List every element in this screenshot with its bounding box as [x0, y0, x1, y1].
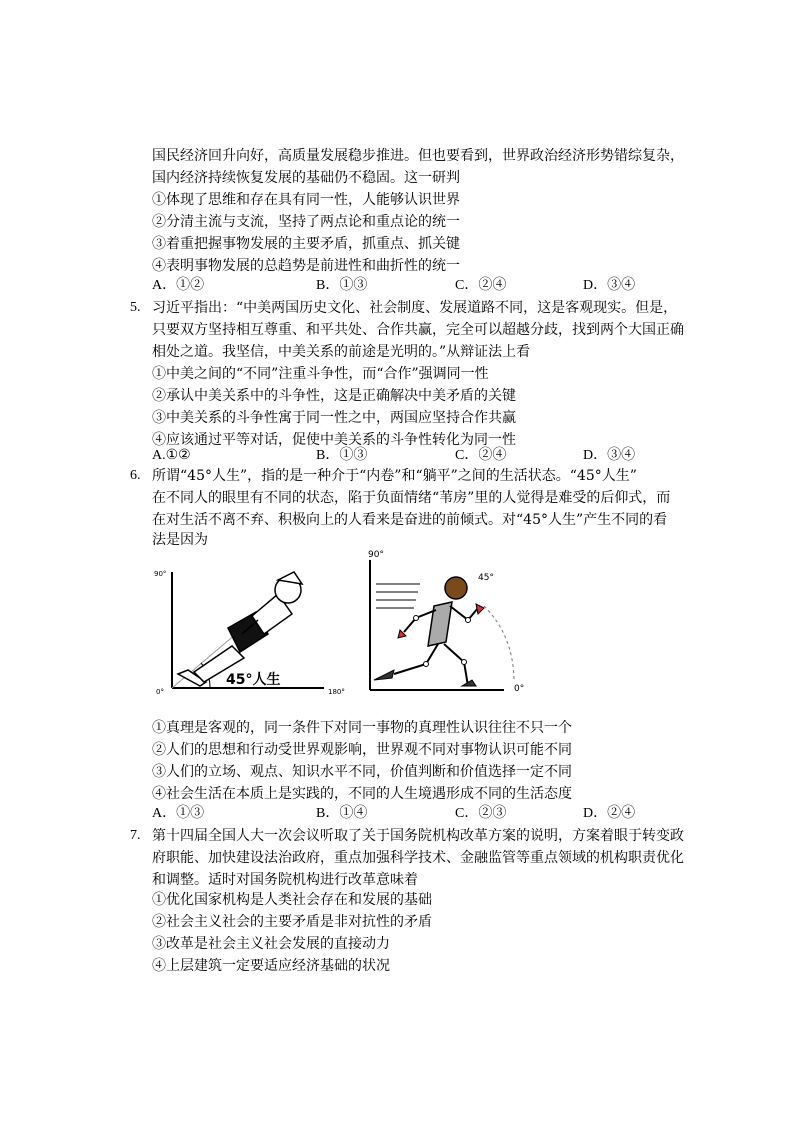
figure-45-life-lean-back	[152, 562, 350, 700]
q7-line-3: 和调整。适时对国务院机构进行改革意味着	[152, 872, 418, 888]
q5-line-1: 习近平指出：“中美两国历史文化、社会制度、发展道路不同，这是客观现实。但是，	[152, 300, 678, 316]
q5-number: 5.	[130, 300, 141, 315]
q7-item-4: ④上层建筑一定要适应经济基础的状况	[152, 958, 390, 974]
q4-option-b: B．①③	[316, 278, 368, 293]
q6-number: 6.	[130, 468, 141, 483]
q4-item-2: ②分清主流与支流，坚持了两点论和重点论的统一	[152, 214, 460, 230]
q5-item-1: ①中美之间的“不同”注重斗争性，而“合作”强调同一性	[152, 366, 489, 382]
q6-option-d: D．②④	[583, 806, 636, 821]
q4-item-4: ④表明事物发展的总趋势是前进性和曲折性的统一	[152, 258, 460, 274]
q7-number: 7.	[130, 828, 141, 843]
q7-item-2: ②社会主义社会的主要矛盾是非对抗性的矛盾	[152, 914, 432, 930]
q6-option-b: B．①④	[316, 806, 368, 821]
q6-option-c: C．②③	[455, 806, 507, 821]
q7-line-1: 第十四届全国人大一次会议听取了关于国务院机构改革方案的说明，方案着眼于转变政	[152, 828, 684, 844]
fig-left-axis-origin: 0°	[156, 688, 164, 696]
q5-line-2: 只要双方坚持相互尊重、和平共处、合作共赢，完全可以超越分歧，找到两个大国正确	[152, 322, 684, 338]
q5-option-a: A.①②	[152, 448, 191, 463]
q6-item-1: ①真理是客观的，同一条件下对同一事物的真理性认识往往不只一个	[152, 720, 572, 736]
q6-line-3: 在对生活不离不弃、积极向上的人看来是奋进的前倾式。对“45°人生”产生不同的看	[152, 512, 668, 528]
q5-item-3: ③中美关系的斗争性寓于同一性之中，两国应坚持合作共赢	[152, 410, 516, 426]
q4-option-a: A．①②	[152, 278, 205, 293]
fig-left-axis-top: 90°	[154, 570, 167, 578]
q4-option-d: D．③④	[583, 278, 636, 293]
q6-item-3: ③人们的立场、观点、知识水平不同，价值判断和价值选择一定不同	[152, 764, 572, 780]
q5-line-3: 相处之道。我坚信，中美关系的前途是光明的。”从辩证法上看	[152, 344, 531, 360]
q5-option-b: B．①③	[316, 448, 368, 463]
q6-item-2: ②人们的思想和行动受世界观影响，世界观不同对事物认识可能不同	[152, 742, 572, 758]
q5-item-2: ②承认中美关系中的斗争性，这是正确解决中美矛盾的关键	[152, 388, 516, 404]
q4-line-2: 国内经济持续恢复发展的基础仍不稳固。这一研判	[152, 170, 460, 186]
fig-left-axis-right: 180°	[328, 688, 345, 696]
q4-line-1: 国民经济回升向好，高质量发展稳步推进。但也要看到，世界政治经济形势错综复杂，	[152, 148, 684, 164]
q5-option-d: D．③④	[583, 448, 636, 463]
q6-line-4: 法是因为	[152, 532, 208, 548]
q7-item-1: ①优化国家机构是人类社会存在和发展的基础	[152, 892, 432, 908]
fig-left-label: 45°人生	[226, 672, 281, 688]
fig-right-angle-label: 45°	[478, 573, 494, 583]
q6-option-a: A．①③	[152, 806, 205, 821]
q6-line-4-clip	[152, 530, 292, 548]
q6-line-1: 所谓“45°人生”，指的是一种介于“内卷”和“躺平”之间的生活状态。“45°人生”	[152, 468, 637, 484]
q4-item-1: ①体现了思维和存在具有同一性，人能够认识世界	[152, 192, 460, 208]
q5-option-c: C．②④	[455, 448, 507, 463]
figure-45-life-lean-forward	[364, 546, 536, 696]
q4-item-3: ③着重把握事物发展的主要矛盾，抓重点、抓关键	[152, 236, 460, 252]
q6-item-4: ④社会生活在本质上是实践的，不同的人生境遇形成不同的生活态度	[152, 786, 572, 802]
q4-option-c: C．②④	[455, 278, 507, 293]
q7-item-3: ③改革是社会主义社会发展的直接动力	[152, 936, 390, 952]
q6-line-2: 在不同人的眼里有不同的状态，陷于负面情绪“苇房”里的人觉得是难受的后仰式，而	[152, 490, 671, 506]
fig-right-axis-bottom: 0°	[514, 684, 525, 694]
q5-item-4: ④应该通过平等对话，促使中美关系的斗争性转化为同一性	[152, 432, 516, 448]
fig-right-axis-top: 90°	[368, 550, 384, 560]
q7-line-2: 府职能、加快建设法治政府，重点加强科学技术、金融监管等重点领域的机构职责优化	[152, 850, 684, 866]
